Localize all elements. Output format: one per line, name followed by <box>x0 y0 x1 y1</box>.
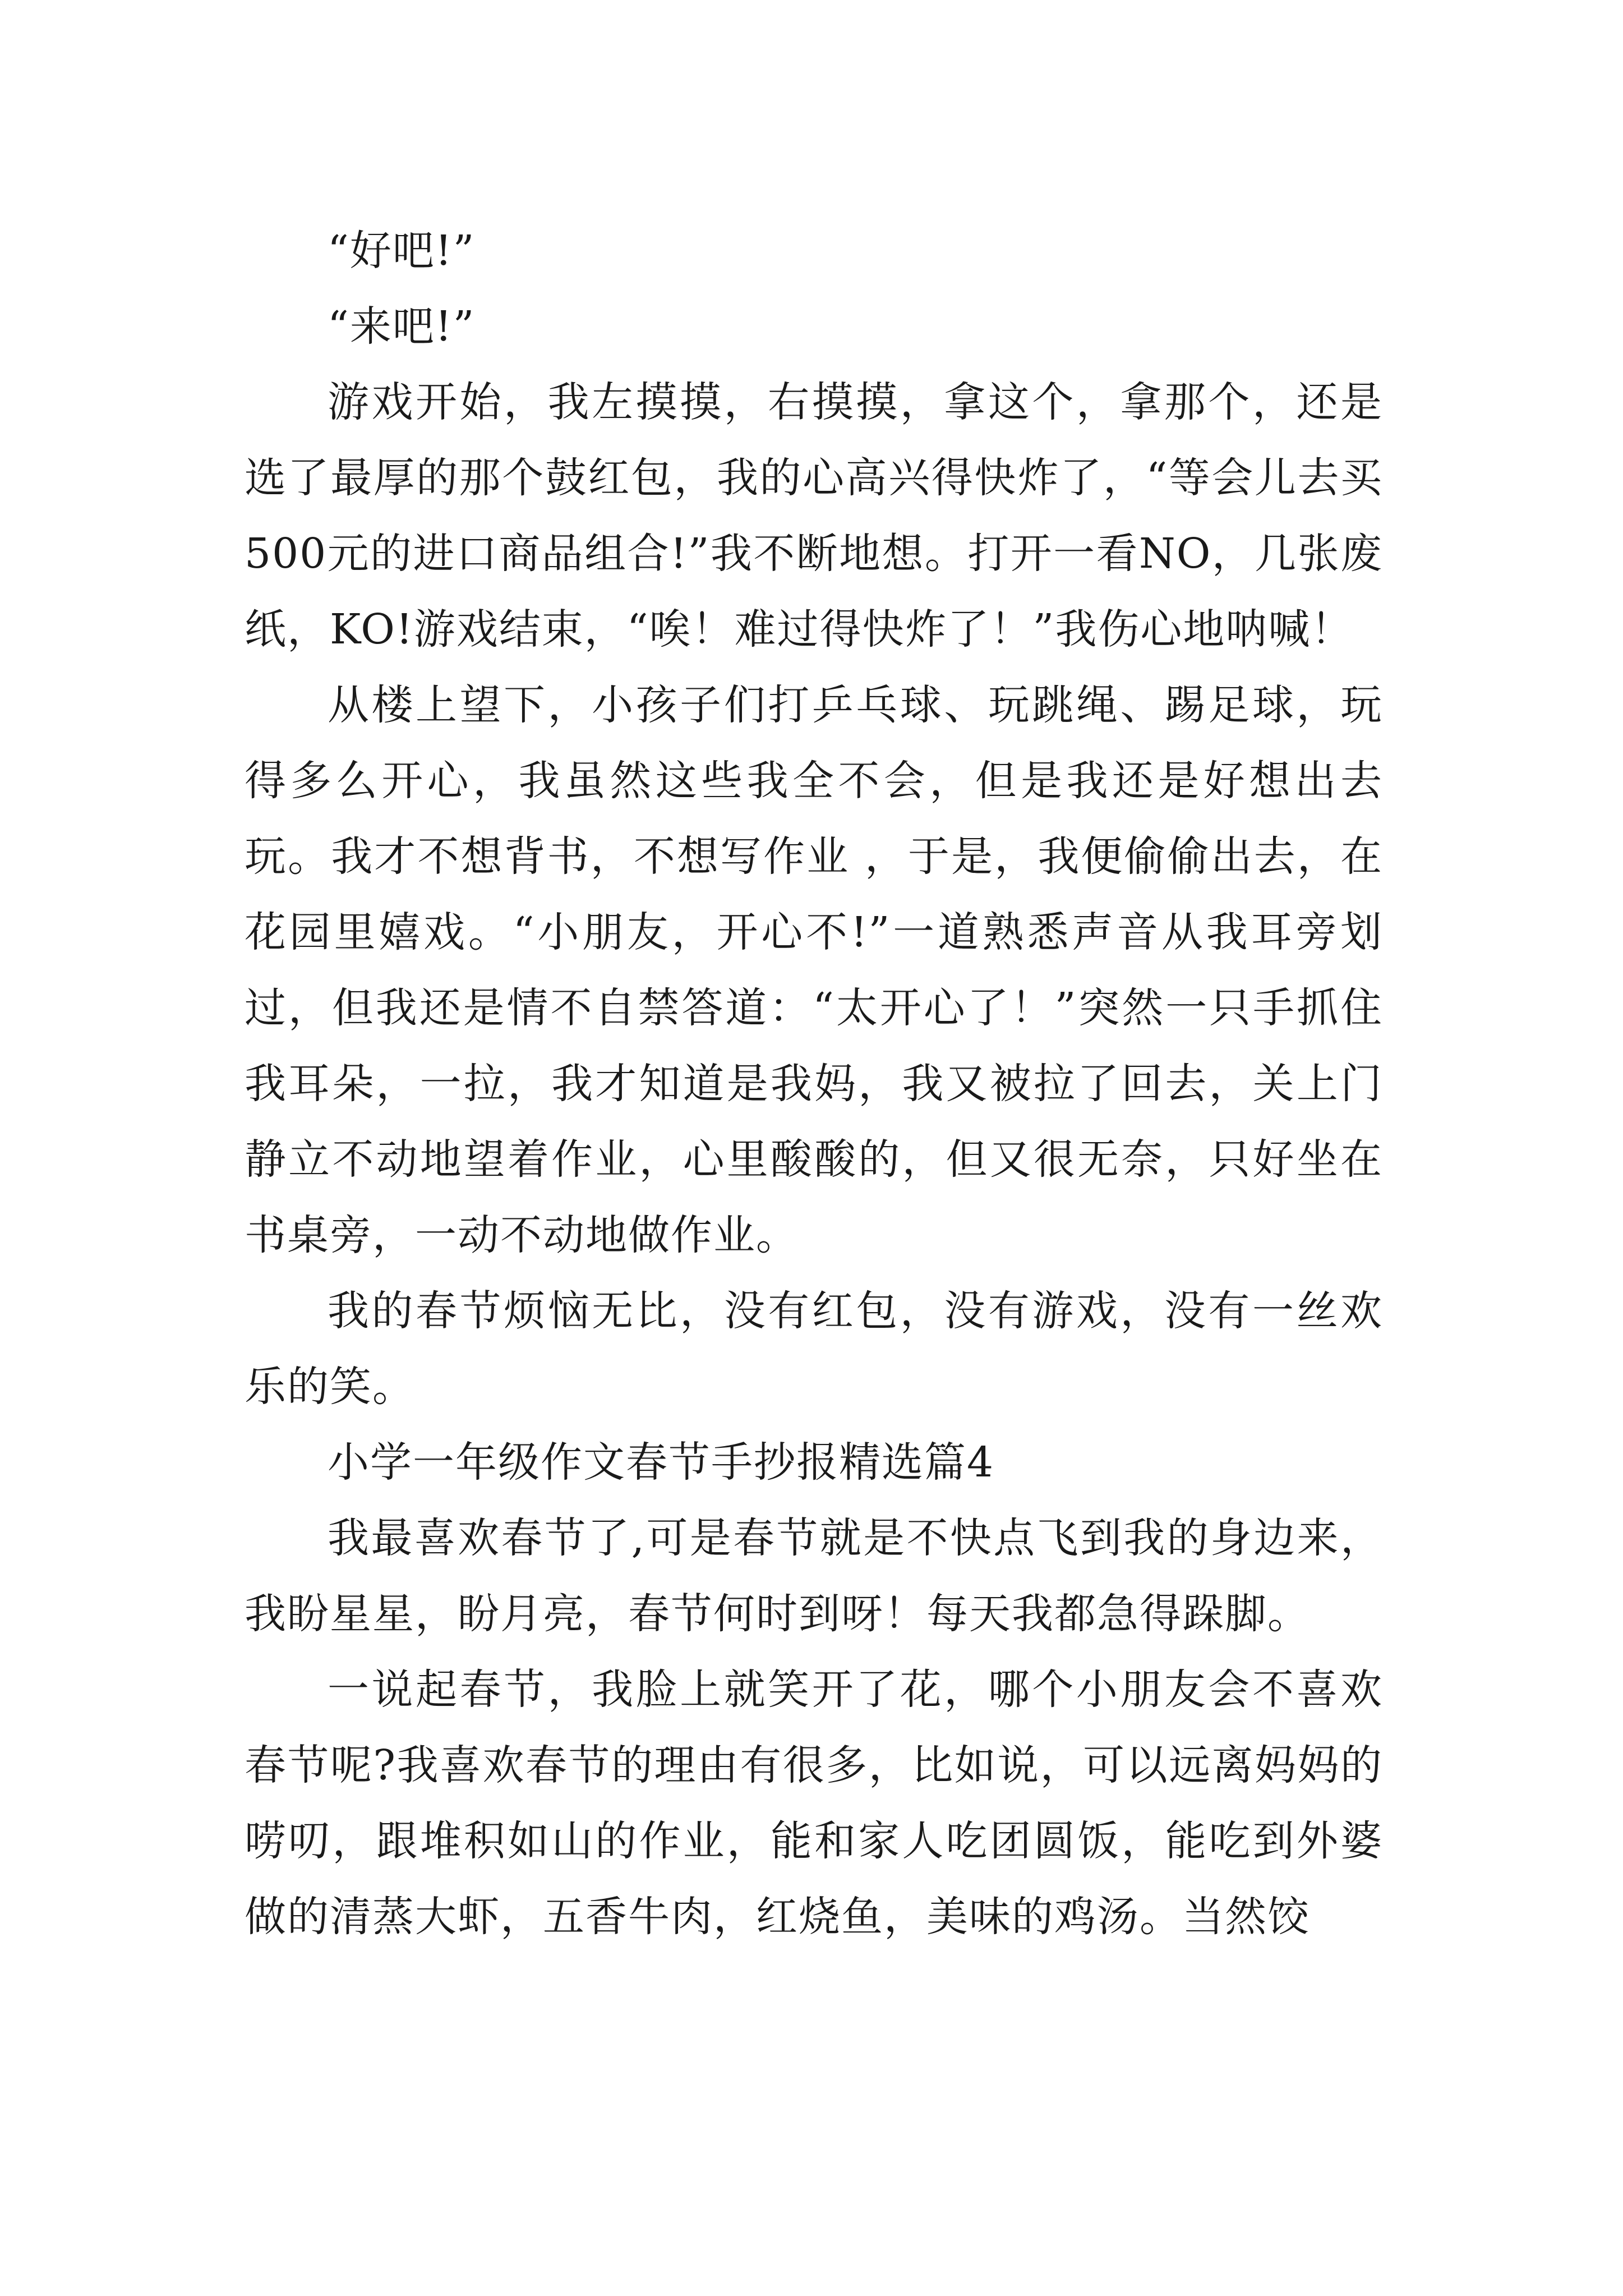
paragraph-laiba: “来吧!” <box>328 302 476 351</box>
section-heading: 小学一年级作文春节手抄报精选篇4 <box>328 1438 995 1487</box>
paragraph-reasons: 一说起春节，我脸上就笑开了花，哪个小朋友会不喜欢春节呢?我喜欢春节的理由有很多，比如说，可以远离妈妈的唠叨，跟堆积如山的作业，能和家人吃团圆饭，能吃到外婆做的清蒸大虾，五香牛肉，红烧鱼，美味的鸡汤。当然饺 <box>245 1665 1383 1941</box>
body-text <box>245 213 1383 1955</box>
paragraph-game: 游戏开始，我左摸摸，右摸摸，拿这个，拿那个，还是选了最厚的那个鼓红包，我的心高兴得快炸了，“等会儿去买500元的进口商品组合!”我不断地想。打开一看NO，几张废纸，KO!游戏结束，“唉！难过得快炸了！”我伤心地呐喊！ <box>245 378 1383 654</box>
paragraph-love-spring-festival: 我最喜欢春节了,可是春节就是不快点飞到我的身边来，我盼星星，盼月亮，春节何时到呀！每天我都急得跺脚。 <box>245 1514 1383 1638</box>
paragraph-playing-outside: 从楼上望下，小孩子们打乒乓球、玩跳绳、踢足球，玩得多么开心，我虽然这些我全不会，但是我还是好想出去玩。我才不想背书，不想写作业 ，于是，我便偷偷出去，在花园里嬉戏。“小朋友，开心不!”一道熟悉声音从我耳旁划过，但我还是情不自禁答道：“太开心了！”突然一只手抓住我耳朵，一拉，我才知道是我妈，我又被拉了回去，关上门静立不动地望着作业，心里酸酸的，但又很无奈，只好坐在书桌旁，一动不动地做作业。 <box>245 681 1383 1259</box>
paragraph-haoba: “好吧!” <box>328 227 476 275</box>
paragraph-worries: 我的春节烦恼无比，没有红包，没有游戏，没有一丝欢乐的笑。 <box>245 1287 1383 1411</box>
